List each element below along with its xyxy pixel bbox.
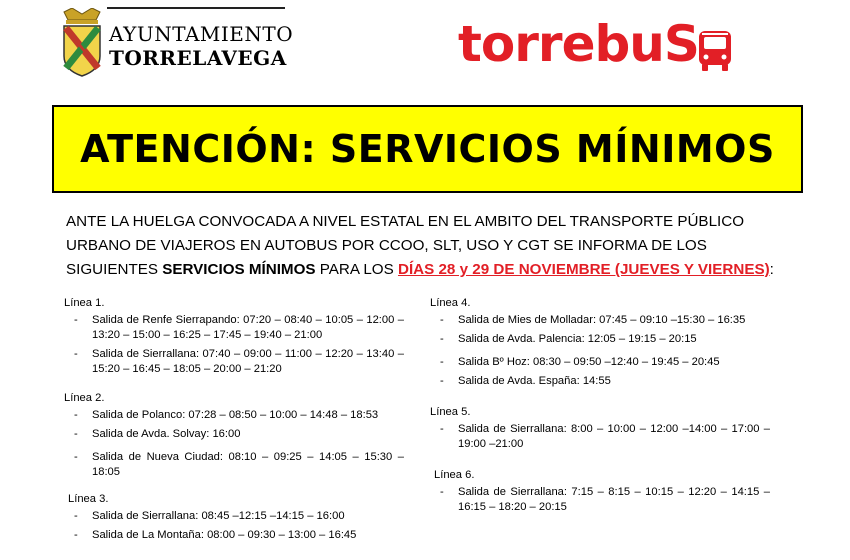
list-item: - Salida de Sierrallana: 07:40 – 09:00 – 11:00 – 12:20 – 13:40 – 15:20 – 16:45 – 18:05 – 20:00 – 21:20 bbox=[74, 348, 404, 375]
line-4-title: Línea 4. bbox=[430, 297, 471, 309]
line-2-block bbox=[64, 391, 404, 480]
attention-banner bbox=[52, 105, 803, 193]
torrebus-logo: torrebuS bbox=[458, 15, 699, 73]
intro-bold: SERVICIOS MÍNIMOS bbox=[162, 261, 316, 278]
intro-text-a: ANTE LA HUELGA CONVOCADA A NIVEL ESTATAL EN EL AMBITO DEL TRANSPORTE PÚBLICO URBANO DE VIAJEROS EN AUTOBUS POR CCOO, SLT, USO Y CGT SE INFORMA DE LOS SIGUIENTES bbox=[66, 213, 745, 278]
ayuntamiento-line2: TORRELAVEGA bbox=[109, 46, 287, 70]
line-5-title: Línea 5. bbox=[430, 406, 471, 418]
stop-text: Salida de Renfe Sierrapando: 07:20 – 08:40 – 10:05 – 12:00 – 13:20 – 15:00 – 16:25 – 17:45 – 19:40 – 21:00 bbox=[92, 314, 404, 341]
list-item: - Salida de Avda. España: 14:55 bbox=[430, 374, 770, 389]
list-item: - Salida de Polanco: 07:28 – 08:50 – 10:00 – 14:48 – 18:53 bbox=[64, 408, 404, 423]
line-6-title: Línea 6. bbox=[434, 469, 475, 481]
stop-text: Salida de Sierrallana: 07:40 – 09:00 – 11:00 – 12:20 – 13:40 – 15:20 – 16:45 – 18:05 – 20:00 – 21:20 bbox=[92, 348, 404, 375]
line-2-title-text: Línea 2 bbox=[64, 392, 102, 404]
line-4-block bbox=[430, 296, 770, 389]
line-1-block bbox=[64, 296, 404, 377]
intro-text-c: : bbox=[769, 261, 774, 278]
intro-dates: DÍAS 28 y 29 DE NOVIEMBRE (JUEVES Y VIERNES) bbox=[397, 261, 770, 278]
stop-text: Salida de Avda. España: 14:55 bbox=[458, 375, 611, 387]
line-1-title: Línea 1. bbox=[64, 297, 105, 309]
header bbox=[0, 0, 850, 95]
stop-text: Salida de Avda. Solvay: 16:00 bbox=[92, 428, 241, 440]
schedule-right-column bbox=[430, 296, 770, 523]
crest-icon bbox=[58, 8, 106, 78]
list-item: - Salida de Nueva Ciudad: 08:10 – 09:25 – 14:05 – 15:30 – 18:05 bbox=[74, 451, 404, 478]
stop-text: Salida de Avda. Palencia: 12:05 – 19:15 – 20:15 bbox=[458, 333, 697, 345]
intro-paragraph bbox=[66, 210, 801, 282]
list-item: - Salida Bº Hoz: 08:30 – 09:50 –12:40 – 19:45 – 20:45 bbox=[430, 355, 770, 370]
list-item: - Salida de Sierrallana: 08:45 –12:15 –14:15 – 16:00 bbox=[64, 509, 404, 524]
list-item: - Salida de La Montaña: 08:00 – 09:30 – 13:00 – 16:45 bbox=[64, 528, 404, 543]
schedule-left-column bbox=[64, 296, 404, 551]
bus-icon bbox=[697, 30, 733, 72]
line-3-block bbox=[64, 492, 404, 543]
line-2-title: Línea 2. bbox=[64, 392, 105, 404]
banner-title: ATENCIÓN: SERVICIOS MÍNIMOS bbox=[80, 127, 775, 171]
line-5-title-text: Línea 5 bbox=[430, 406, 468, 418]
line-4-title-text: Línea 4 bbox=[430, 297, 468, 309]
line-6-title-text: Línea 6 bbox=[434, 469, 472, 481]
list-item: - Salida de Avda. Solvay: 16:00 bbox=[64, 427, 404, 442]
stop-text: Salida de Sierrallana: 08:45 –12:15 –14:15 – 16:00 bbox=[92, 510, 345, 522]
stop-text: Salida de Polanco: 07:28 – 08:50 – 10:00 – 14:48 – 18:53 bbox=[92, 409, 379, 421]
stop-text: Salida de Sierrallana: 8:00 – 10:00 – 12:00 –14:00 – 17:00 –19:00 –21:00 bbox=[458, 423, 770, 450]
list-item: - Salida de Avda. Palencia: 12:05 – 19:15 – 20:15 bbox=[430, 332, 770, 347]
list-item: - Salida de Renfe Sierrapando: 07:20 – 08:40 – 10:05 – 12:00 – 13:20 – 15:00 – 16:25 – 17:45 – 19:40 – 21:00 bbox=[74, 314, 404, 341]
line-3-title: Línea 3. bbox=[68, 493, 109, 505]
line-6-block bbox=[430, 468, 770, 515]
intro-text-b: PARA LOS bbox=[315, 261, 398, 278]
stop-text: Salida de La Montaña: 08:00 – 09:30 – 13:00 – 16:45 bbox=[92, 529, 357, 541]
line-3-title-text: Línea 3 bbox=[68, 493, 106, 505]
stop-text: Salida Bº Hoz: 08:30 – 09:50 –12:40 – 19:45 – 20:45 bbox=[458, 356, 720, 368]
stop-text: Salida de Mies de Molladar: 07:45 – 09:10 –15:30 – 16:35 bbox=[458, 314, 746, 326]
list-item: - Salida de Mies de Molladar: 07:45 – 09:10 –15:30 – 16:35 bbox=[430, 313, 770, 328]
line-5-block bbox=[430, 405, 770, 452]
stop-text: Salida de Sierrallana: 7:15 – 8:15 – 10:15 – 12:20 – 14:15 – 16:15 – 18:20 – 20:15 bbox=[458, 486, 770, 513]
list-item: - Salida de Sierrallana: 8:00 – 10:00 – 12:00 –14:00 – 17:00 –19:00 –21:00 bbox=[440, 423, 770, 450]
line-1-title-text: Línea 1 bbox=[64, 297, 102, 309]
ayuntamiento-logo-text bbox=[109, 22, 293, 70]
list-item: - Salida de Sierrallana: 7:15 – 8:15 – 10:15 – 12:20 – 14:15 – 16:15 – 18:20 – 20:15 bbox=[440, 486, 770, 513]
header-rule bbox=[107, 7, 285, 9]
stop-text: Salida de Nueva Ciudad: 08:10 – 09:25 – 14:05 – 15:30 – 18:05 bbox=[92, 451, 404, 478]
ayuntamiento-line1: AYUNTAMIENTO bbox=[109, 22, 294, 46]
